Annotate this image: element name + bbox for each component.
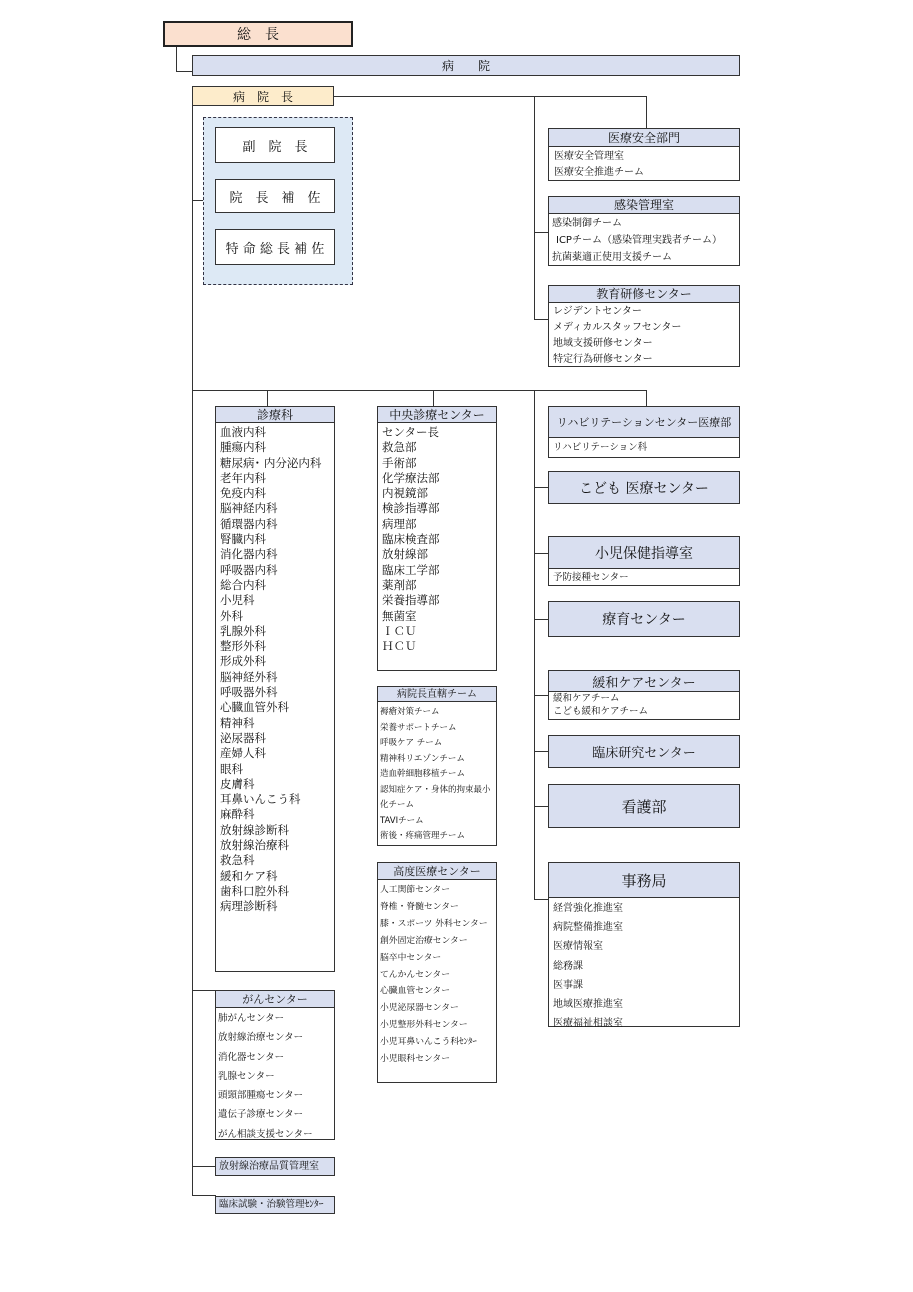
list-item: レジデントセンター bbox=[553, 306, 642, 317]
education-title: 教育研修センター bbox=[549, 286, 739, 303]
list-item: 呼吸器外科 bbox=[220, 685, 278, 700]
list-item: ＩＣＵ bbox=[382, 623, 417, 638]
list-item: 小児耳鼻いんこう科ｾﾝﾀｰ bbox=[380, 1037, 477, 1048]
list-item: 脳神経外科 bbox=[220, 669, 278, 684]
list-item: 検診指導部 bbox=[382, 501, 440, 516]
list-item: ＨＣＵ bbox=[382, 639, 417, 654]
list-item: 術後・疼痛管理チーム bbox=[380, 831, 466, 841]
list-item: 循環器内科 bbox=[220, 516, 278, 531]
list-item: 病院整備推進室 bbox=[553, 922, 623, 934]
list-item: 皮膚科 bbox=[220, 776, 255, 791]
ryoiku-box bbox=[548, 601, 740, 637]
director-assistant-box bbox=[215, 179, 335, 213]
list-item: 放射線治療センター bbox=[218, 1032, 304, 1044]
list-item: 褥瘡対策チーム bbox=[380, 707, 440, 717]
president-box bbox=[163, 21, 353, 47]
list-item: 放射線診断科 bbox=[220, 822, 289, 837]
childhealth-title: 小児保健指導室 bbox=[549, 537, 739, 569]
rehab-title: リハビリテーションセンター医療部 bbox=[549, 407, 739, 438]
nursing-box bbox=[548, 784, 740, 828]
list-item: 小児泌尿器センター bbox=[380, 1003, 459, 1014]
list-item: 人工関節センター bbox=[380, 885, 451, 895]
central-list bbox=[378, 423, 496, 656]
list-item: 感染制御チーム bbox=[552, 218, 622, 229]
list-item: 整形外科 bbox=[220, 639, 266, 654]
president-label: 総 長 bbox=[237, 27, 279, 43]
list-item: 小児科 bbox=[220, 593, 255, 608]
list-item: 脊椎・脊髄センター bbox=[380, 901, 459, 912]
clinical-box bbox=[215, 406, 335, 972]
safety-title: 医療安全部門 bbox=[549, 129, 739, 147]
list-item: 心臓血管センター bbox=[380, 986, 451, 997]
line-president-hospital bbox=[176, 71, 193, 72]
list-item: 腎臓内科 bbox=[220, 532, 266, 547]
admin-box bbox=[548, 862, 740, 1030]
teams-box bbox=[377, 686, 497, 846]
list-item: 精神科リエゾンチーム bbox=[380, 753, 465, 764]
list-item: 手術部 bbox=[382, 455, 417, 470]
list-item: 乳腺外科 bbox=[220, 623, 266, 638]
list-item: 頭頸部腫瘍センター bbox=[218, 1090, 304, 1102]
list-item: 創外固定治療センター bbox=[380, 935, 468, 946]
palliative-box bbox=[548, 670, 740, 720]
advanced-title: 高度医療センター bbox=[378, 863, 496, 880]
list-item: 地域支援研修センター bbox=[553, 338, 653, 349]
trials-label: 臨床試験・治験管理ｾﾝﾀｰ bbox=[219, 1199, 324, 1210]
children-label: こども 医療センター bbox=[579, 480, 709, 497]
infection-box bbox=[548, 196, 740, 266]
special-assistant-box bbox=[215, 229, 335, 265]
list-item: 糖尿病･ 内分泌内科 bbox=[220, 455, 322, 470]
list-item: 臨床検査部 bbox=[382, 532, 440, 547]
list-item: 抗菌薬適正使用支援チーム bbox=[552, 252, 672, 263]
list-item: 医療安全管理室 bbox=[554, 151, 624, 162]
list-item: 産婦人科 bbox=[220, 746, 266, 761]
list-item: 放射線部 bbox=[382, 547, 428, 562]
list-item: 化学療法部 bbox=[382, 470, 440, 485]
children-box bbox=[548, 471, 740, 504]
list-item: 耳鼻いんこう科 bbox=[220, 792, 301, 807]
list-item: 泌尿器科 bbox=[220, 730, 266, 745]
list-item: 緩和ケアチーム bbox=[553, 693, 620, 704]
list-item: 老年内科 bbox=[220, 470, 266, 485]
line-trials-branch bbox=[192, 1195, 216, 1196]
list-item: センター長 bbox=[382, 425, 440, 439]
list-item: 造血幹細胞移植チーム bbox=[380, 769, 466, 779]
advanced-box bbox=[377, 862, 497, 1083]
list-item: 脳卒中センター bbox=[380, 952, 442, 963]
cancer-title: がんセンター bbox=[216, 991, 334, 1008]
vice-director-label: 副 院 長 bbox=[242, 139, 308, 155]
list-item: 精神科 bbox=[220, 715, 255, 730]
list-item: 腫瘍内科 bbox=[220, 440, 266, 455]
list-item: 医療安全推進チーム bbox=[554, 167, 644, 178]
line-right-trunk bbox=[534, 390, 535, 899]
childhealth-box bbox=[548, 536, 740, 586]
list-item: 特定行為研修センター bbox=[553, 354, 653, 365]
cancer-box bbox=[215, 990, 335, 1140]
list-item: 遺伝子診療センター bbox=[218, 1109, 304, 1121]
list-item: リハビリテーション科 bbox=[553, 442, 648, 453]
list-item: 形成外科 bbox=[220, 654, 266, 669]
safety-box bbox=[548, 128, 740, 181]
line-education-branch bbox=[534, 319, 548, 320]
line-central-drop bbox=[433, 390, 434, 406]
line-childhealth-branch bbox=[534, 553, 548, 554]
admin-title: 事務局 bbox=[549, 863, 739, 898]
list-item: 病理部 bbox=[382, 516, 417, 531]
infection-title: 感染管理室 bbox=[549, 197, 739, 214]
list-item: 医療福祉相談室 bbox=[553, 1018, 623, 1030]
list-item: 病理診断科 bbox=[220, 899, 278, 914]
list-item: 消化器内科 bbox=[220, 547, 278, 562]
list-item: 経営強化推進室 bbox=[553, 903, 623, 914]
cancer-list bbox=[216, 1008, 334, 1145]
list-item: こども緩和ケアチーム bbox=[553, 706, 649, 717]
list-item: 呼吸ケア チーム bbox=[380, 738, 443, 748]
list-item: 地域医療推進室 bbox=[553, 999, 623, 1011]
list-item: 外科 bbox=[220, 608, 243, 623]
list-item: 歯科口腔外科 bbox=[220, 883, 289, 898]
director-box bbox=[192, 86, 334, 106]
line-children-branch bbox=[534, 487, 548, 488]
list-item: 総務課 bbox=[553, 960, 583, 972]
central-box bbox=[377, 406, 497, 671]
line-radquality-branch bbox=[192, 1166, 216, 1167]
hospital-label: 病 院 bbox=[441, 59, 490, 73]
list-item: 消化器センター bbox=[218, 1051, 285, 1063]
list-item: 救急科 bbox=[220, 853, 255, 868]
line-admin-branch bbox=[534, 899, 548, 900]
list-item: がん相談支援センター bbox=[218, 1128, 313, 1140]
radquality-box bbox=[215, 1157, 335, 1176]
list-item: 認知症ケア・身体的拘束最小 bbox=[380, 784, 491, 795]
list-item: 脳神経内科 bbox=[220, 501, 278, 516]
list-item: 呼吸器内科 bbox=[220, 562, 278, 577]
list-item: てんかんセンター bbox=[380, 969, 451, 980]
list-item: 救急部 bbox=[382, 440, 417, 455]
line-ryoiku-branch bbox=[534, 619, 548, 620]
line-president-down bbox=[176, 46, 177, 71]
advanced-list bbox=[378, 880, 496, 1070]
palliative-title: 緩和ケアセンター bbox=[549, 671, 739, 692]
list-item: 乳腺センター bbox=[218, 1070, 275, 1082]
line-research-branch bbox=[534, 751, 548, 752]
line-horizontal-divisions bbox=[192, 390, 646, 391]
line-staff-trunk bbox=[534, 96, 535, 320]
list-item: 栄養サポートチーム bbox=[380, 722, 457, 733]
line-deputy-branch bbox=[192, 200, 203, 201]
education-box bbox=[548, 285, 740, 367]
list-item: 医療情報室 bbox=[553, 941, 603, 953]
line-palliative-branch bbox=[534, 695, 548, 696]
list-item: TAVIチーム bbox=[380, 815, 424, 826]
list-item: 予防接種センター bbox=[553, 572, 629, 583]
line-nursing-branch bbox=[534, 806, 548, 807]
list-item: 臨床工学部 bbox=[382, 562, 440, 577]
list-item: メディカルスタッフセンター bbox=[553, 322, 682, 333]
central-title: 中央診療センター bbox=[378, 407, 496, 423]
clinical-title: 診療科 bbox=[216, 407, 334, 423]
list-item: 麻酔科 bbox=[220, 807, 255, 822]
line-infection-branch bbox=[534, 232, 548, 233]
admin-list bbox=[549, 898, 739, 1034]
list-item: 総合内科 bbox=[220, 577, 266, 592]
list-item: 小児整形外科センター bbox=[380, 1020, 468, 1031]
trials-box bbox=[215, 1196, 335, 1214]
list-item: 内視鏡部 bbox=[382, 486, 428, 501]
list-item: 眼科 bbox=[220, 761, 243, 776]
list-item: 化チーム bbox=[380, 800, 415, 810]
line-safety-drop bbox=[646, 96, 647, 128]
rehab-box bbox=[548, 406, 740, 458]
line-director-right bbox=[334, 96, 646, 97]
research-box bbox=[548, 735, 740, 768]
list-item: 無菌室 bbox=[382, 608, 417, 623]
director-assistant-label: 院 長 補 佐 bbox=[229, 190, 321, 206]
list-item: 肺がんセンター bbox=[218, 1013, 285, 1024]
research-label: 臨床研究センター bbox=[592, 746, 696, 761]
list-item: 小児眼科センター bbox=[380, 1054, 451, 1065]
list-item: 緩和ケア科 bbox=[220, 868, 278, 883]
list-item: ICPチーム（感染管理実践者チーム） bbox=[556, 235, 722, 246]
line-rehab-drop bbox=[646, 390, 647, 406]
line-clinical-drop bbox=[267, 390, 268, 406]
nursing-label: 看護部 bbox=[621, 797, 667, 816]
special-assistant-label: 特 命 総 長 補 佐 bbox=[225, 241, 325, 257]
ryoiku-label: 療育センター bbox=[602, 612, 686, 628]
list-item: 栄養指導部 bbox=[382, 593, 440, 608]
list-item: 心臓血管外科 bbox=[220, 700, 289, 715]
list-item: 医事課 bbox=[553, 979, 583, 991]
line-director-main bbox=[192, 106, 193, 1195]
teams-list bbox=[378, 702, 496, 848]
hospital-box bbox=[192, 55, 740, 76]
list-item: 薬剤部 bbox=[382, 577, 417, 592]
list-item: 膝・スポーツ 外科センター bbox=[380, 918, 488, 929]
radquality-label: 放射線治療品質管理室 bbox=[219, 1161, 319, 1172]
list-item: 免疫内科 bbox=[220, 486, 266, 501]
vice-director-box bbox=[215, 127, 335, 163]
list-item: 放射線治療科 bbox=[220, 838, 289, 853]
teams-title: 病院長直轄チーム bbox=[378, 687, 496, 702]
director-label: 病 院 長 bbox=[232, 89, 293, 104]
list-item: 血液内科 bbox=[220, 425, 266, 439]
line-cancer-branch bbox=[192, 990, 216, 991]
clinical-list bbox=[216, 423, 334, 917]
